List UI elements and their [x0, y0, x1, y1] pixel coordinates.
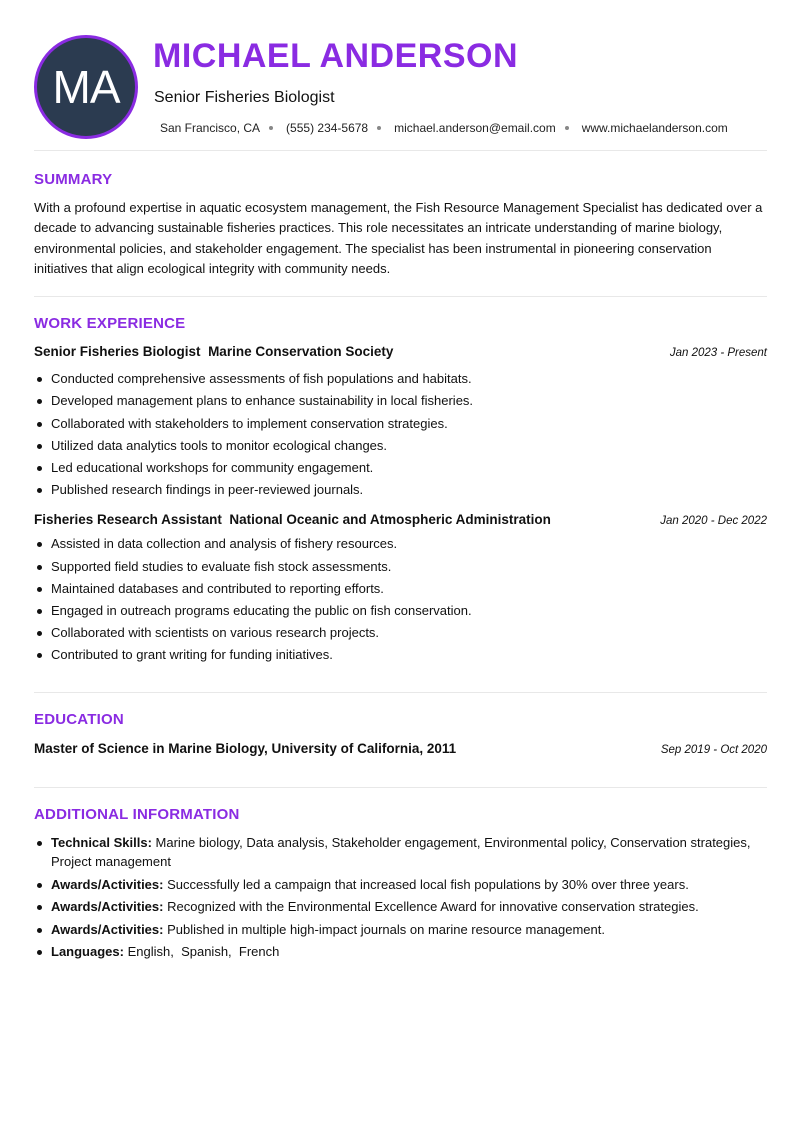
section-title-experience: WORK EXPERIENCE: [34, 315, 186, 333]
contact-website[interactable]: www.michaelanderson.com: [581, 121, 728, 135]
list-item: Engaged in outreach programs educating the public on fish conservation.: [34, 600, 767, 622]
item-text: Marine biology, Data analysis, Stakeholder engagement, Environmental policy, Conservation strategies, Project management: [51, 834, 751, 870]
bullet-separator-icon: [565, 126, 569, 130]
list-item: Developed management plans to enhance sustainability in local fisheries.: [34, 390, 767, 412]
job-entry: [34, 343, 767, 501]
job-header: [34, 511, 767, 530]
list-item: Utilized data analytics tools to monitor ecological changes.: [34, 435, 767, 457]
education-dates: Sep 2019 - Oct 2020: [660, 743, 767, 756]
item-label: Technical Skills:: [51, 834, 152, 850]
item-label: Awards/Activities:: [51, 876, 164, 892]
list-item: Supported field studies to evaluate fish stock assessments.: [34, 556, 767, 578]
item-text: Successfully led a campaign that increased local fish populations by 30% over three years.: [167, 876, 689, 892]
additional-section: [34, 788, 767, 962]
education-section: [34, 693, 767, 787]
contact-location: San Francisco, CA: [160, 121, 261, 135]
contact-email[interactable]: michael.anderson@email.com: [394, 121, 556, 135]
job-title: Senior Fisheries Biologist: [154, 89, 335, 106]
list-item: Contributed to grant writing for funding initiatives.: [34, 644, 767, 666]
job-bullets: [34, 533, 767, 666]
list-item: Maintained databases and contributed to reporting efforts.: [34, 578, 767, 600]
section-title-education: EDUCATION: [34, 710, 124, 728]
resume-header: [34, 0, 767, 150]
bullet-separator-icon: [269, 126, 273, 130]
list-item: Conducted comprehensive assessments of fish populations and habitats.: [34, 368, 767, 390]
list-item: [34, 833, 767, 872]
avatar-initials: MA: [52, 61, 120, 113]
job-company: Marine Conservation Society: [208, 344, 394, 360]
job-heading: [34, 343, 393, 361]
item-label: Awards/Activities:: [51, 921, 164, 937]
summary-section: [34, 151, 767, 296]
experience-section: [34, 297, 767, 691]
job-position: Senior Fisheries Biologist: [34, 344, 201, 360]
avatar: [34, 35, 138, 139]
job-heading: [34, 511, 551, 529]
bullet-separator-icon: [377, 126, 381, 130]
item-text: Recognized with the Environmental Excellence Award for innovative conservation strategies.: [167, 899, 699, 915]
list-item: [34, 897, 767, 917]
education-degree: Master of Science in Marine Biology, University of California, 2011: [34, 740, 457, 756]
job-dates: Jan 2023 - Present: [669, 347, 767, 360]
list-item: [34, 942, 767, 962]
contact-phone: (555) 234-5678: [286, 121, 369, 135]
section-title-summary: SUMMARY: [34, 171, 113, 188]
item-label: Languages:: [51, 944, 124, 960]
job-dates: Jan 2020 - Dec 2022: [660, 515, 767, 528]
item-text: Published in multiple high-impact journals on marine resource management.: [167, 921, 605, 937]
list-item: [34, 875, 767, 895]
candidate-name: MICHAEL ANDERSON: [153, 37, 519, 75]
job-company: National Oceanic and Atmospheric Administration: [229, 512, 551, 528]
job-entry: [34, 511, 767, 666]
list-item: Led educational workshops for community engagement.: [34, 457, 767, 479]
job-header: [34, 343, 767, 362]
job-position: Fisheries Research Assistant: [34, 512, 222, 528]
list-item: Collaborated with stakeholders to implement conservation strategies.: [34, 413, 767, 435]
item-label: Awards/Activities:: [51, 899, 164, 915]
list-item: Collaborated with scientists on various research projects.: [34, 622, 767, 644]
summary-text: With a profound expertise in aquatic ecosystem management, the Fish Resource Management Specialist has dedicated over a decade to advancing sustainable fisheries practices. This role necessitates an intricate understanding of marine biology, environmental policies, and stakeholder engagement. The specialist has been instrumental in pioneering conservation initiatives that align ecological integrity with community needs.: [34, 200, 763, 276]
additional-list: [34, 833, 767, 962]
education-entry: [34, 740, 767, 759]
contact-line: [160, 120, 728, 136]
resume-page: [34, 0, 767, 965]
section-title-additional: ADDITIONAL INFORMATION: [34, 805, 240, 823]
list-item: Assisted in data collection and analysis of fishery resources.: [34, 533, 767, 555]
list-item: [34, 920, 767, 940]
list-item: Published research findings in peer-reviewed journals.: [34, 479, 767, 501]
job-bullets: [34, 368, 767, 501]
item-text: English, Spanish, French: [127, 944, 280, 960]
